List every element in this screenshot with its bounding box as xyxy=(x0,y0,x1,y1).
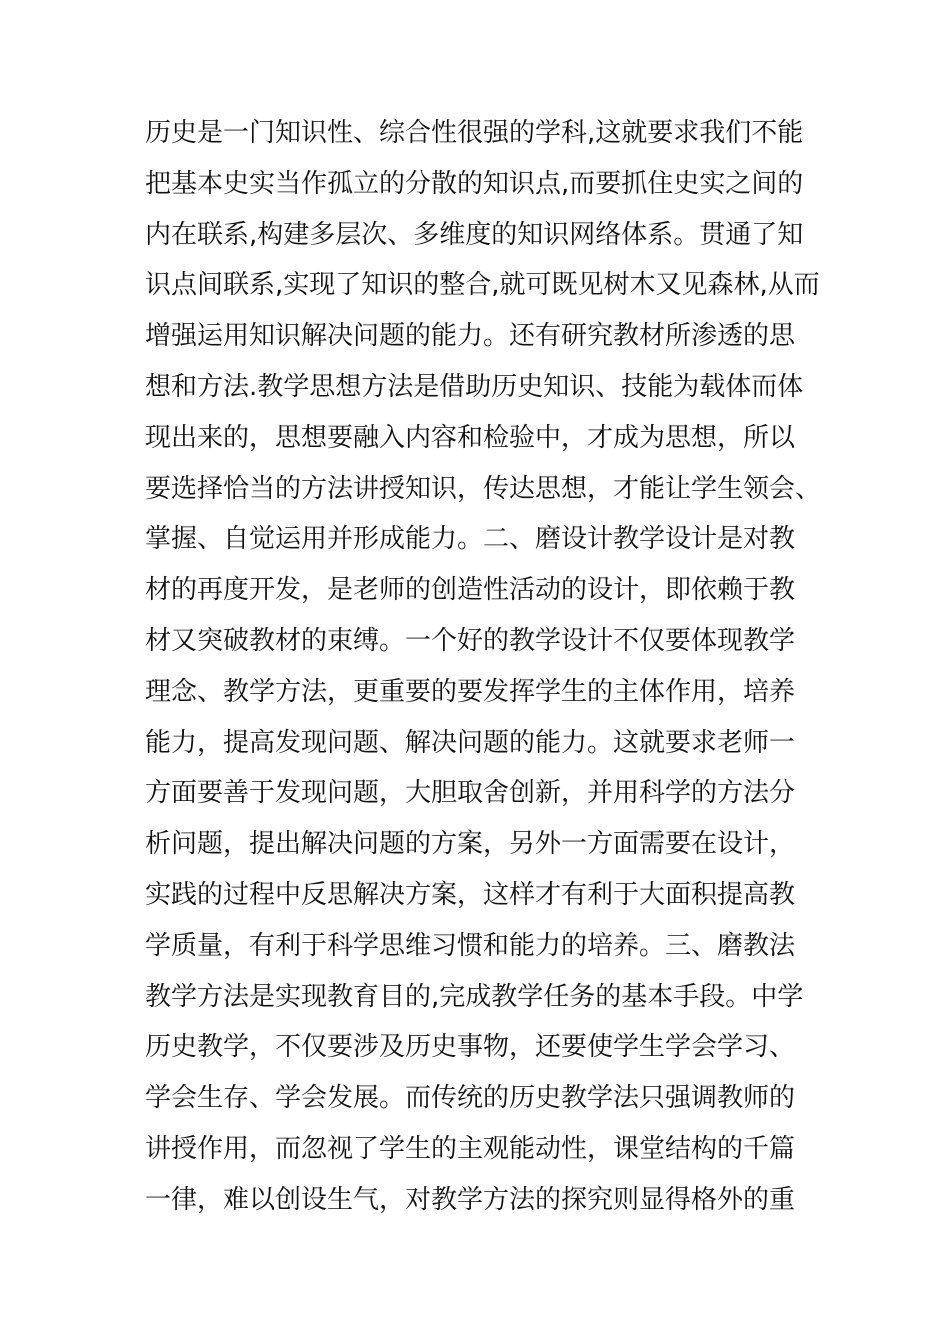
text-line: 增强运用知识解决问题的能力。还有研究教材所渗透的思 xyxy=(145,321,796,352)
text-line: 历史是一门知识性、综合性很强的学科,这就要求我们不能 xyxy=(145,118,804,148)
text-line: 能力，提高发现问题、解决问题的能力。这就要求老师一 xyxy=(145,727,796,758)
text-line: 实践的过程中反思解决方案，这样才有利于大面积提高教 xyxy=(145,879,796,910)
text-line: 一律，难以创设生气，对教学方法的探究则显得格外的重 xyxy=(145,1184,796,1215)
text-line: 学质量，有利于科学思维习惯和能力的培养。三、磨教法 xyxy=(145,930,796,961)
text-line: 析问题，提出解决问题的方案，另外一方面需要在设计， xyxy=(145,829,796,860)
text-line: 历史教学，不仅要涉及历史事物，还要使学生学会学习、 xyxy=(145,1032,796,1063)
text-line: 想和方法.教学思想方法是借助历史知识、技能为载体而体 xyxy=(145,371,804,402)
text-line: 掌握、自觉运用并形成能力。二、磨设计教学设计是对教 xyxy=(145,524,796,555)
text-line: 方面要善于发现问题，大胆取舍创新，并用科学的方法分 xyxy=(145,778,796,809)
text-line: 识点间联系,实现了知识的整合,就可既见树木又见森林,从而 xyxy=(145,270,820,301)
body-text xyxy=(145,108,825,1226)
text-line: 把基本史实当作孤立的分散的知识点,而要抓住史实之间的 xyxy=(145,168,804,199)
text-line: 内在联系,构建多层次、多维度的知识网络体系。贯通了知 xyxy=(145,219,804,250)
text-line: 材又突破教材的束缚。一个好的教学设计不仅要体现教学 xyxy=(145,625,796,656)
text-line: 教学方法是实现教育目的,完成教学任务的基本手段。中学 xyxy=(145,981,804,1012)
text-line: 讲授作用，而忽视了学生的主观能动性，课堂结构的千篇 xyxy=(145,1133,796,1164)
text-line: 理念、教学方法，更重要的要发挥学生的主体作用，培养 xyxy=(145,676,796,707)
text-line: 要选择恰当的方法讲授知识，传达思想，才能让学生领会、 xyxy=(145,473,822,504)
text-line: 学会生存、学会发展。而传统的历史教学法只强调教师的 xyxy=(145,1083,796,1114)
text-line: 材的再度开发，是老师的创造性活动的设计，即依赖于教 xyxy=(145,575,796,606)
text-line: 现出来的，思想要融入内容和检验中，才成为思想，所以 xyxy=(145,422,796,453)
